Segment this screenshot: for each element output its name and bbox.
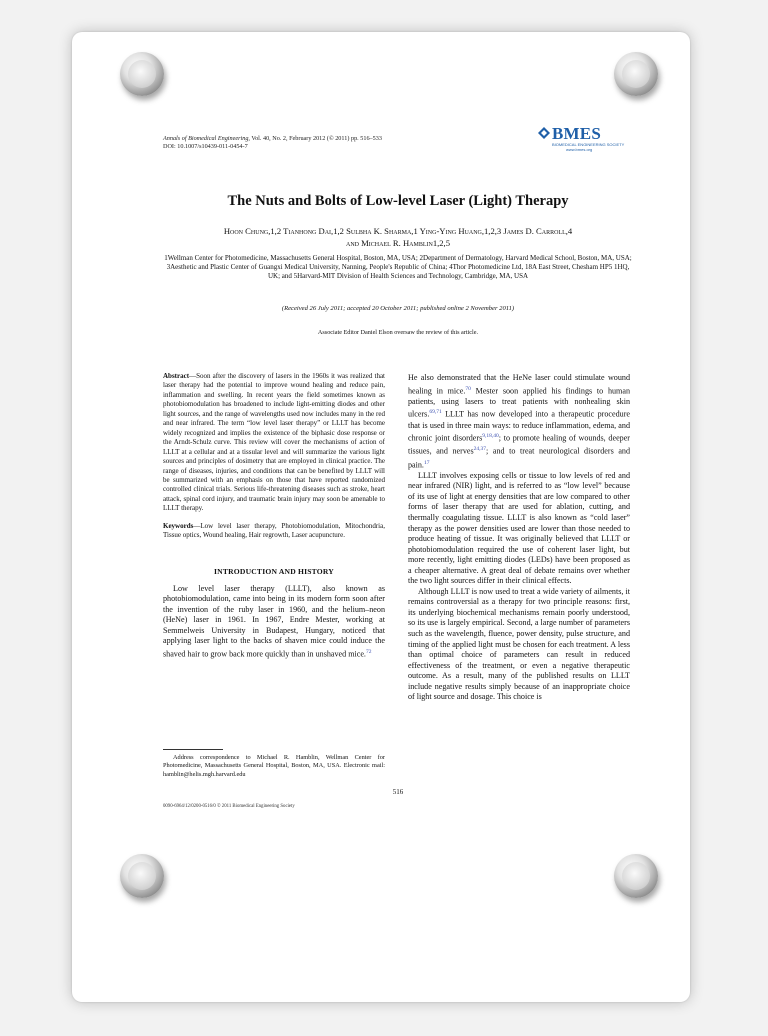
journal-meta bbox=[163, 135, 463, 151]
paper-title: The Nuts and Bolts of Low-level Laser (Light) Therapy bbox=[227, 193, 569, 209]
intro-paragraph bbox=[163, 584, 385, 660]
right-paragraph-2: LLLT involves exposing cells or tissue to low levels of red and near infrared (NIR) light, and is referred to as “low level” because of its use of light at energy densities that are low compared to other forms of laser therapy that are used for ablation, cutting, and thermally coagulating tissue. LLLT is also known as “cold laser” therapy as the power densities used are lower than those needed to produce heating of tissue. It was originally believed that LLLT or photobiomodulation required the use of coherent laser light, but more recently, light emitting diodes (LEDs) have been proposed as a cheaper alternative. A great deal of debate remains over whether the two light sources differ in their clinical effects. bbox=[408, 470, 630, 586]
bmes-logo bbox=[538, 124, 628, 154]
text-span: He also demonstrated that the HeNe laser could stimulate wound healing in mice. bbox=[408, 373, 630, 396]
correspondence-footnote: Address correspondence to Michael R. Hamblin, Wellman Center for Photomedicine, Massachusetts General Hospital, Boston, MA, USA. Electronic mail: hamblin@helis.mgh.harvard.edu bbox=[163, 754, 385, 778]
left-column bbox=[163, 372, 385, 660]
abstract-label: Abstract bbox=[163, 372, 190, 380]
journal-name: Annals of Biomedical Engineering, bbox=[163, 135, 250, 142]
citation-ref[interactable]: 70 bbox=[465, 385, 471, 392]
journal-volume: Vol. 40, No. 2, February 2012 (© 2011) pp. 516–533 bbox=[249, 135, 382, 142]
bmes-diamond-icon bbox=[538, 127, 550, 139]
section-heading: INTRODUCTION AND HISTORY bbox=[213, 566, 334, 576]
citation-ref[interactable]: 9,18,40 bbox=[482, 433, 499, 440]
authors-line-1: Hoon Chung,1,2 Tianhong Dai,1,2 Sulbha K. Sharma,1 Ying-Ying Huang,1,2,3 James D. Carroll,4 bbox=[223, 226, 573, 236]
right-paragraph-1 bbox=[408, 373, 630, 471]
citation-ref[interactable]: 72 bbox=[365, 648, 372, 655]
right-column bbox=[408, 373, 630, 703]
text-span: ; and to treat neurological disorders and pain. bbox=[408, 447, 631, 470]
text-span: ; to promote healing of wounds, deeper tissues, and nerves bbox=[408, 433, 630, 457]
associate-editor-note: Associate Editor Daniel Elson oversaw the review of this article. bbox=[317, 329, 479, 336]
citation-ref[interactable]: 17 bbox=[423, 459, 430, 466]
received-dates: (Received 26 July 2011; accepted 20 October 2011; published online 2 November 2011) bbox=[281, 305, 515, 312]
keywords bbox=[163, 522, 385, 541]
text-span: Mester soon applied his findings to human patients, using lasers to treat patients with nonhealing skin ulcers. bbox=[408, 386, 630, 420]
citation-ref[interactable]: 69,71 bbox=[429, 409, 442, 416]
journal-doi: DOI: 10.1007/s10439-011-0454-7 bbox=[163, 143, 248, 150]
footnote-divider bbox=[163, 749, 223, 750]
abstract bbox=[163, 372, 385, 514]
bmes-logo-url: www.bmes.org bbox=[566, 147, 593, 152]
text-span: LLLT has now developed into a therapeutic procedure that is used in three main ways: to reduce inflammation, edema, and chronic joint disorders bbox=[408, 410, 630, 443]
copyright-line: 0090-6964/12/0200-0516/0 © 2011 Biomedical Engineering Society bbox=[163, 804, 295, 809]
affiliations: 1Wellman Center for Photomedicine, Massachusetts General Hospital, Boston, MA, USA; 2Department of Dermatology, Harvard Medical School, Boston, MA, USA; 3Aesthetic and Plastic Center of Guangxi Medical University, Nanning, People's Republic of China; 4Thor Photomedicine Ltd, 18A East Street, Chesham HP5 1HQ, UK; and 5Harvard-MIT Division of Health Sciences and Technology, Cambridge, MA, USA bbox=[164, 254, 632, 280]
author-list bbox=[163, 225, 633, 249]
citation-ref[interactable]: 24,37 bbox=[473, 446, 486, 453]
intro-text: Low level laser therapy (LLLT), also known as photobiomodulation, came into being in its modern form soon after the invention of the ruby laser in 1960, and the helium–neon (HeNe) laser in 1961. In 1967, Endre Mester, working at Semmelweis University in Budapest, Hungary, noticed that applying laser light to the backs of shaven mice could induce the shaved hair to grow back more quickly than in unshaved mice. bbox=[163, 583, 385, 659]
authors-line-2: and Michael R. Hamblin1,2,5 bbox=[345, 238, 451, 248]
bmes-logo-text: BMES bbox=[552, 124, 601, 143]
page-number: 516 bbox=[392, 788, 404, 796]
abstract-text: —Soon after the discovery of lasers in the 1960s it was realized that laser therapy had the potential to improve wound healing and reduce pain, inflammation and swelling. In recent years the field sometimes known as photobiomodulation has broadened to include light-emitting diodes and other light sources, and the range of wavelengths used now includes many in the red and near infrared. The term “low level laser therapy” or LLLT has become widely recognized and implies the existence of the biphasic dose response or the Arndt-Schulz curve. This review will cover the mechanisms of action of LLLT at a cellular and at a tissular level and will summarize the various light sources and principles of dosimetry that are employed in clinical practice. The range of diseases, injuries, and conditions that can be benefited by LLLT will be summarized with an emphasis on those that have reported randomized controlled clinical trials. Serious life-threatening diseases such as stroke, heart attack, spinal cord injury, and traumatic brain injury may soon be amenable to LLLT therapy. bbox=[163, 372, 385, 513]
keywords-label: Keywords bbox=[163, 521, 194, 530]
right-paragraph-3: Although LLLT is now used to treat a wide variety of ailments, it remains controversial as a therapy for two principle reasons: first, its underlying biochemical mechanisms remain poorly understood, so its use is largely empirical. Second, a large number of parameters such as the wavelength, fluence, power density, pulse structure, and timing of the applied light must be chosen for each treatment. A less than optimal choice of parameters can result in reduced effectiveness of the treatment, or even a negative therapeutic outcome. As a result, many of the published results on LLLT include negative results simply because of an inappropriate choice of light source and dosage. This choice is bbox=[408, 586, 630, 702]
keywords-text: —Low level laser therapy, Photobiomodulation, Mitochondria, Tissue optics, Wound healing, Hair regrowth, Laser acupuncture. bbox=[163, 521, 385, 540]
bmes-logo-subtitle: BIOMEDICAL ENGINEERING SOCIETY bbox=[552, 142, 625, 147]
